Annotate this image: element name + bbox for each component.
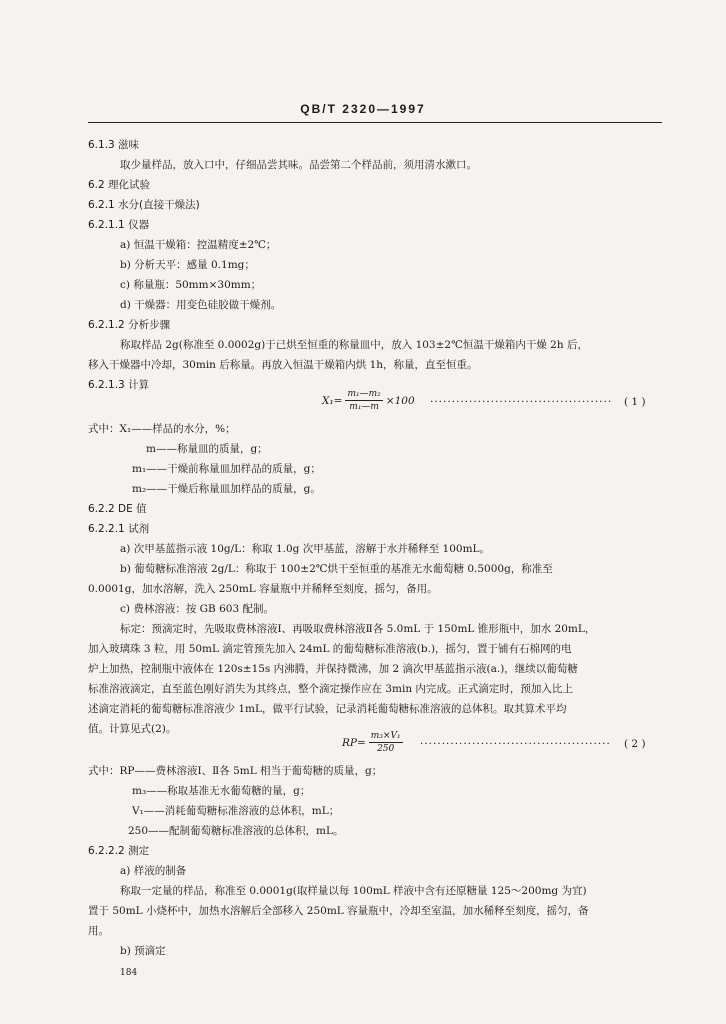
section-heading: 6.2 理化试验 (88, 179, 151, 191)
section-heading: 6.2.2.1 试剂 (88, 523, 150, 535)
section-heading: 6.2.1.3 计算 (88, 379, 150, 391)
body-text: 取少量样品，放入口中，仔细品尝其味。品尝第二个样品前，须用清水漱口。 (120, 159, 477, 171)
formula-lhs: X₁= (322, 394, 343, 407)
section-heading: 6.2.1.1 仪器 (88, 219, 150, 231)
list-item: a) 次甲基蓝指示液 10g/L：称取 1.0g 次甲基蓝，溶解于水并稀释至 100mL。 (120, 543, 491, 555)
header-rule (88, 122, 662, 123)
section-heading: 6.2.1.2 分析步骤 (88, 319, 171, 331)
leader-dots: ·········································· (430, 396, 613, 408)
section-heading: 6.2.2.2 测定 (88, 845, 150, 857)
equation-number: ( 2 ) (624, 738, 646, 750)
body-text: 0.0001g，加水溶解，洗入 250mL 容量瓶中并稀释至刻度，摇匀，备用。 (88, 583, 438, 595)
page-number: 184 (120, 968, 138, 978)
formula-fraction (345, 388, 382, 413)
variable-definition: m——称量皿的质量，g； (146, 443, 268, 455)
variable-definition: 式中：RP——费林溶液Ⅰ、Ⅱ各 5mL 相当于葡萄糖的质量，g； (88, 765, 383, 777)
body-text: 标准溶液滴定，直至蓝色刚好消失为其终点，整个滴定操作应在 3min 内完成。正式滴定时，预加入比上 (88, 683, 573, 695)
equation-number: ( 1 ) (624, 396, 646, 408)
fraction-denominator: 250 (377, 744, 395, 754)
fraction-denominator: m₁—m (349, 402, 379, 412)
formula-lhs: RP= (342, 736, 366, 749)
body-text: 标定：预滴定时，先吸取费林溶液Ⅰ、再吸取费林溶液Ⅱ各 5.0mL 于 150mL 锥形瓶中，加水 20mL， (120, 623, 596, 635)
variable-definition: m₃——称取基准无水葡萄糖的量，g； (132, 785, 311, 797)
list-item: c) 费林溶液：按 GB 603 配制。 (120, 603, 274, 615)
leader-dots: ············································ (420, 738, 611, 750)
body-text: 加入玻璃珠 3 粒，用 50mL 滴定管预先加入 24mL 的葡萄糖标准溶液(b.)，摇匀，置于铺有石棉网的电 (88, 643, 572, 655)
variable-definition: 250——配制葡萄糖标准溶液的总体积，mL。 (128, 825, 344, 837)
formula-2 (342, 730, 406, 755)
variable-definition: m₂——干燥后称量皿加样品的质量，g。 (132, 483, 321, 495)
list-item: b) 预滴定 (120, 945, 166, 957)
fraction-numerator: m₃×V₁ (370, 731, 401, 741)
list-item: a) 恒温干燥箱：控温精度±2℃； (120, 239, 277, 251)
list-item: a) 样液的制备 (120, 865, 187, 877)
body-text: 置于 50mL 小烧杯中，加热水溶解后全部移入 250mL 容量瓶中，冷却至室温，加水稀释至刻度，摇匀，备 (88, 905, 589, 917)
formula-fraction (369, 730, 403, 755)
list-item: d) 干燥器：用变色硅胶做干燥剂。 (120, 299, 282, 311)
body-text: 称取一定量的样品，称准至 0.0001g(取样量以每 100mL 样液中含有还原糖量 125～200mg 为宜) (120, 885, 587, 897)
list-item: b) 葡萄糖标准溶液 2g/L：称取于 100±2℃烘干至恒重的基准无水葡萄糖 0.5000g，称准至 (120, 563, 553, 575)
formula-rhs: ×100 (385, 394, 415, 407)
variable-definition: 式中：X₁——样品的水分，%； (88, 423, 236, 435)
variable-definition: V₁——消耗葡萄糖标准溶液的总体积，mL； (132, 805, 340, 817)
fraction-numerator: m₁—m₂ (347, 389, 381, 399)
section-heading: 6.2.2 DE 值 (88, 503, 147, 515)
list-item: c) 称量瓶：50mm×30mm； (120, 279, 262, 291)
body-text: 值。计算见式(2)。 (88, 723, 177, 735)
body-text: 述滴定消耗的葡萄糖标准溶液少 1mL，做平行试验，记录消耗葡萄糖标准溶液的总体积。取其算术平均 (88, 703, 567, 715)
variable-definition: m₁——干燥前称量皿加样品的质量，g； (132, 463, 321, 475)
section-heading: 6.2.1 水分(直接干燥法) (88, 199, 200, 211)
body-text: 移入干燥器中冷却，30min 后称量。再放入恒温干燥箱内烘 1h，称量，直至恒重。 (88, 359, 478, 371)
list-item: b) 分析天平：感量 0.1mg； (120, 259, 255, 271)
body-text: 用。 (88, 925, 109, 937)
section-heading: 6.1.3 滋味 (88, 139, 140, 151)
formula-1 (322, 388, 415, 413)
page-header: QB/T 2320—1997 (300, 102, 426, 116)
body-text: 炉上加热，控制瓶中液体在 120s±15s 内沸腾，并保持微沸，加 2 滴次甲基蓝指示液(a.)，继续以葡萄糖 (88, 663, 578, 675)
body-text: 称取样品 2g(称准至 0.0002g)于已烘至恒重的称量皿中，放入 103±2℃恒温干燥箱内干燥 2h 后， (120, 339, 588, 351)
